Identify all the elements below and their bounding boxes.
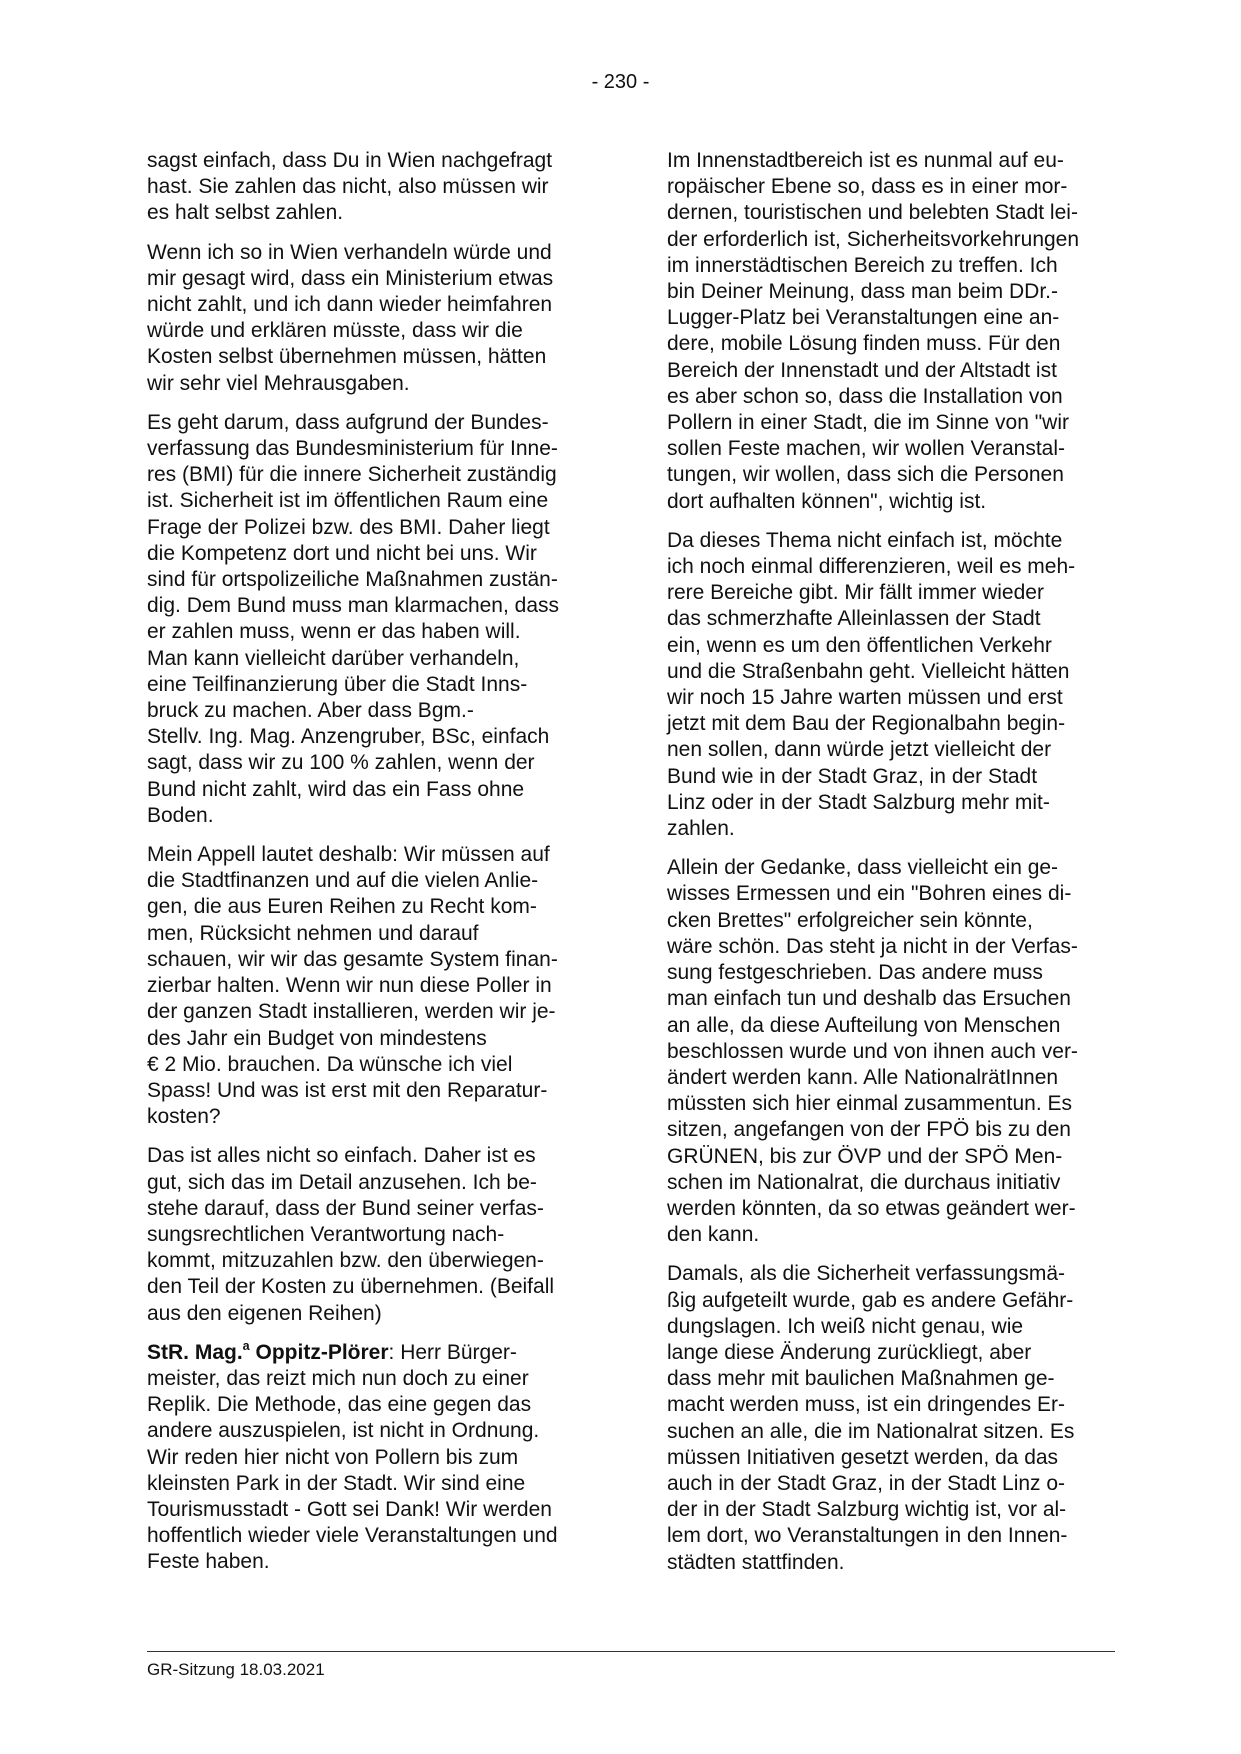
paragraph: Im Innenstadtbereich ist es nunmal auf eu- ropäischer Ebene so, dass es in einer mor- dernen, touristischen und belebten Stadt lei- der erforderlich ist, Sicherheitsvorkehrungen im innerstädtischen Bereich zu treffen. Ich bin Deiner Meinung, dass man beim DDr.- Lugger-Platz bei Veranstaltungen eine an- dere, mobile Lösung finden muss. Für den Bereich der Innenstadt und der Altstadt ist es aber schon so, dass die Installation von Pollern in einer Stadt, die im Sinne von "wir sollen Feste machen, wir wollen Veranstal- tungen, wir wollen, dass sich die Personen dort aufhalten können", wichtig ist. [667,149,1080,513]
footer-session-date: GR-Sitzung 18.03.2021 [147,1660,325,1679]
footer-divider [147,1651,1115,1652]
speaker-superscript: a [242,1338,250,1353]
left-column [147,148,595,1589]
paragraph: Wenn ich so in Wien verhandeln würde und mir gesagt wird, dass ein Ministerium etwas nicht zahlt, und ich dann wieder heimfahren würde und erklären müsste, dass wir die Kosten selbst übernehmen müssen, hätten wir sehr viel Mehrausgaben. [147,240,554,395]
paragraph: Allein der Gedanke, dass vielleicht ein ge- wisses Ermessen und ein "Bohren eines di- cken Brettes" erfolgreicher sein könnte, wäre schön. Das steht ja nicht in der Verfas- sung festgeschrieben. Das andere muss man einfach tun und deshalb das Ersuchen an alle, da diese Aufteilung von Menschen beschlossen wurde und von ihnen auch ver- ändert werden kann. Alle NationalrätInnen müssten sich hier einmal zusammentun. Es sitzen, angefangen von der FPÖ bis zu den GRÜNEN, bis zur ÖVP und der SPÖ Men- schen im Nationalrat, die durchaus initiativ werden könnten, da so etwas geändert wer- den kann. [667,856,1078,1247]
speaker-prefix: StR. Mag. [147,1340,243,1364]
page-number: - 230 - [591,71,650,93]
speaker-name [147,1338,389,1364]
paragraph: Es geht darum, dass aufgrund der Bundes- verfassung das Bundesministerium für Inne- res (BMI) für die innere Sicherheit zuständig ist. Sicherheit ist im öffentlichen Raum eine Frage der Polizei bzw. des BMI. Daher liegt die Kompetenz dort und nicht bei uns. Wir sind für ortspolizeiliche Maßnahmen zustän- dig. Dem Bund muss man klarmachen, dass er zahlen muss, wenn er das haben will. Man kann vielleicht darüber verhandeln, eine Teilfinanzierung über die Stadt Inns- bruck zu machen. Aber dass Bgm.- Stellv. Ing. Mag. Anzengruber, BSc, einfach sagt, dass wir zu 100 % zahlen, wenn der Bund nicht zahlt, wird das ein Fass ohne Boden. [147,410,560,827]
paragraph: Mein Appell lautet deshalb: Wir müssen auf die Stadtfinanzen und auf die vielen Anlie- gen, die aus Euren Reihen zu Recht kom- men, Rücksicht nehmen und darauf schauen, wir wir das gesamte System finan- zierbar halten. Wenn wir nun diese Poller in der ganzen Stadt installieren, werden wir je- des Jahr ein Budget von mindestens € 2 Mio. brauchen. Da wünsche ich viel Spass! Und was ist erst mit den Reparatur- kosten? [147,843,558,1129]
paragraph: sagst einfach, dass Du in Wien nachgefragt hast. Sie zahlen das nicht, also müssen wir es halt selbst zahlen. [147,149,553,225]
paragraph: Das ist alles nicht so einfach. Daher ist es gut, sich das im Detail anzusehen. Ich be- stehe darauf, dass der Bund seiner verfas- sungsrechtlichen Verantwortung nach- kommt, mitzuzahlen bzw. den überwiegen- den Teil der Kosten zu übernehmen. (Beifall aus den eigenen Reihen) [147,1144,555,1325]
speech-text: : Herr Bürger- meister, das reizt mich nun doch zu einer Replik. Die Methode, das eine gegen das andere auszuspielen, ist nicht in Ordnung. Wir reden hier nicht von Pollern bis zum kleinsten Park in der Stadt. Wir sind eine Tourismusstadt - Gott sei Dank! Wir werden hoffentlich wieder viele Veranstaltungen und Feste haben. [147,1340,558,1574]
speaker-paragraph [147,1340,595,1576]
speaker-suffix: Oppitz-Plörer [249,1340,389,1364]
right-column [667,148,1115,1589]
paragraph: Da dieses Thema nicht einfach ist, möchte ich noch einmal differenzieren, weil es meh- rere Bereiche gibt. Mir fällt immer wieder das schmerzhafte Alleinlassen der Stadt ein, wenn es um den öffentlichen Verkehr und die Straßenbahn geht. Vielleicht hätten wir noch 15 Jahre warten müssen und erst jetzt mit dem Bau der Regionalbahn begin- nen sollen, dann würde jetzt vielleicht der Bund wie in der Stadt Graz, in der Stadt Linz oder in der Stadt Salzburg mehr mit- zahlen. [667,528,1076,841]
paragraph: Damals, als die Sicherheit verfassungsmä- ßig aufgeteilt wurde, gab es andere Gefähr- dungslagen. Ich weiß nicht genau, wie lange diese Änderung zurückliegt, aber dass mehr mit baulichen Maßnahmen ge- macht werden muss, ist ein dringendes Er- suchen an alle, die im Nationalrat sitzen. Es müssen Initiativen gesetzt werden, da das auch in der Stadt Graz, in der Stadt Linz o- der in der Stadt Salzburg wichtig ist, vor al- lem dort, wo Veranstaltungen in den Innen- städten stattfinden. [667,1262,1075,1574]
